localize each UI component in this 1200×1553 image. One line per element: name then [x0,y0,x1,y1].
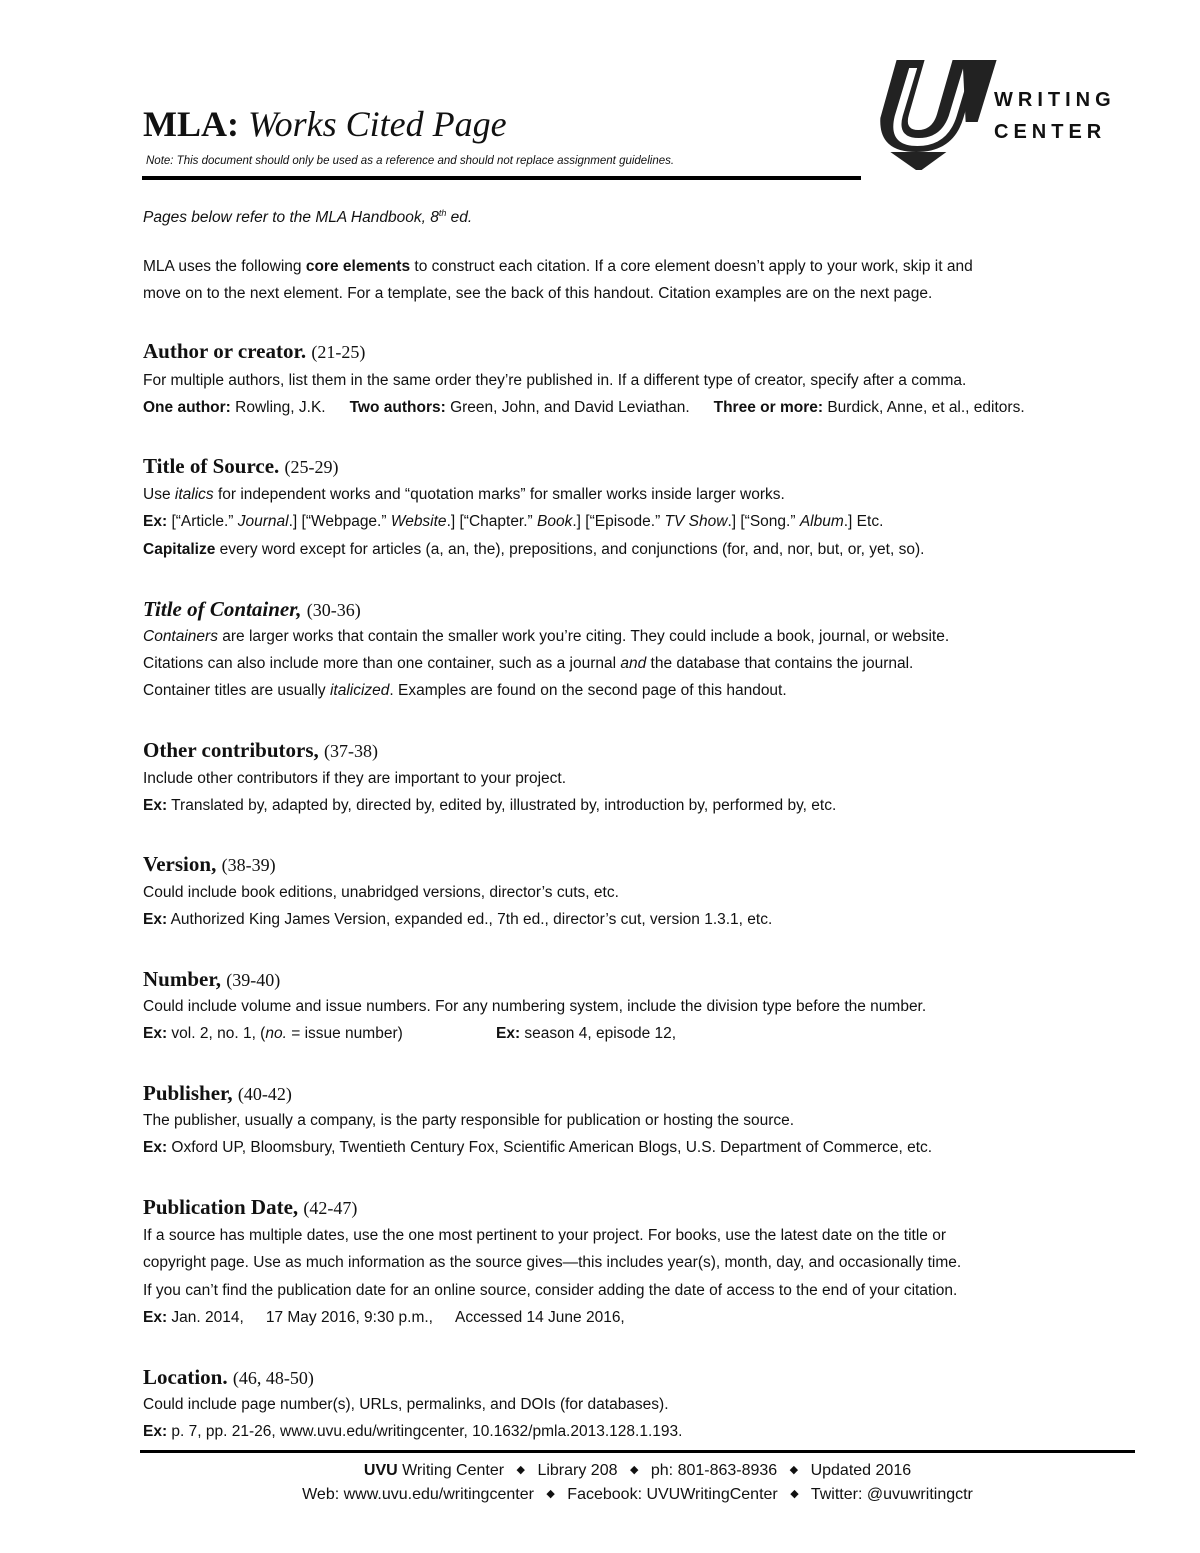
title-source-description: Use italics for independent works and “quotation marks” for smaller works inside larger works. [143,486,785,503]
location-examples: Ex: p. 7, pp. 21-26, www.uvu.edu/writingcenter, 10.1632/pmla.2013.128.1.193. [143,1423,683,1440]
footer-updated: Updated 2016 [810,1462,912,1479]
author-description: For multiple authors, list them in the same order they’re published in. If a different type of creator, specify after a comma. [143,372,967,389]
section-heading-number: Number, (39-40) [143,967,281,991]
footer-org-abbr: UVU [363,1462,398,1479]
footer-web-link[interactable]: Web: www.uvu.edu/writingcenter [302,1486,534,1503]
number-description: Could include volume and issue numbers. For any numbering system, include the division type before the number. [143,998,927,1015]
section-heading-title-of-container: Title of Container, (30-36) [143,597,361,621]
section-heading-publisher: Publisher, (40-42) [143,1081,292,1105]
title-source-examples: Ex: [“Article.” Journal.] [“Webpage.” Website.] [“Chapter.” Book.] [“Episode.” TV Show.] [“Song.” Album.] Etc. [143,513,884,530]
diamond-separator-icon: ◆ [546,1488,555,1500]
footer-contact-line [140,1460,1135,1481]
section-heading-author: Author or creator. (21-25) [143,339,366,363]
publisher-description: The publisher, usually a company, is the party responsible for publication or hosting the source. [143,1112,795,1129]
footer-facebook[interactable]: Facebook: UVUWritingCenter [567,1486,778,1503]
diamond-separator-icon: ◆ [790,1488,799,1500]
page-title [143,102,507,146]
publisher-examples: Ex: Oxford UP, Bloomsbury, Twentieth Century Fox, Scientific American Blogs, U.S. Department of Commerce, etc. [143,1139,933,1156]
section-heading-title-of-source: Title of Source. (25-29) [143,454,339,478]
pubdate-description-line: copyright page. Use as much information as the source gives—this includes year(s), month, day, and occasionally time. [143,1254,962,1271]
version-description: Could include book editions, unabridged versions, director’s cuts, etc. [143,884,619,901]
section-heading-location: Location. (46, 48-50) [143,1365,314,1389]
footer-library: Library 208 [537,1462,618,1479]
footer-web-line [140,1484,1135,1505]
pubdate-examples: Ex: Jan. 2014, 17 May 2016, 9:30 p.m., Accessed 14 June 2016, [143,1309,625,1326]
footer-twitter[interactable]: Twitter: @uvuwritingctr [810,1486,973,1503]
version-examples: Ex: Authorized King James Version, expanded ed., 7th ed., director’s cut, version 1.3.1, etc. [143,911,773,928]
container-description-line: Containers are larger works that contain the smaller work you’re citing. They could include a book, journal, or website. [143,628,950,645]
title-divider [142,176,861,180]
capitalization-rule: Capitalize every word except for articles (a, an, the), prepositions, and conjunctions (for, and, nor, but, or, yet, so). [143,541,925,558]
location-description: Could include page number(s), URLs, permalinks, and DOIs (for databases). [143,1396,669,1413]
number-examples-2: Ex: season 4, episode 12, [496,1025,677,1042]
writing-center-logo [876,48,1130,170]
diamond-separator-icon: ◆ [629,1464,639,1476]
intro-paragraph-line: move on to the next element. For a template, see the back of this handout. Citation examples are on the next page. [143,285,933,302]
section-heading-publication-date: Publication Date, (42-47) [143,1195,358,1219]
section-heading-other-contributors: Other contributors, (37-38) [143,738,378,762]
title-prefix: MLA: [143,104,239,144]
container-description-line: Citations can also include more than one container, such as a journal and the database that contains the journal. [143,655,914,672]
container-description-line: Container titles are usually italicized. Examples are found on the second page of this handout. [143,682,787,699]
diamond-separator-icon: ◆ [516,1464,525,1476]
pubdate-description-line: If you can’t find the publication date for an online source, consider adding the date of access to the end of your citation. [143,1282,958,1299]
number-examples: Ex: vol. 2, no. 1, (no. = issue number) [143,1025,403,1042]
section-heading-version: Version, (38-39) [143,852,276,876]
logo-text-center: CENTER [994,121,1107,143]
logo-text-writing: WRITING [994,89,1116,111]
contributors-examples: Ex: Translated by, adapted by, directed by, edited by, illustrated by, introduction by, performed by, etc. [143,797,837,814]
handbook-reference: Pages below refer to the MLA Handbook, 8th ed. [143,208,473,227]
author-examples: One author: Rowling, J.K. Two authors: Green, John, and David Leviathan. Three or more: Burdick, Anne, et al., editors. [143,399,1025,416]
footer-divider [140,1450,1135,1453]
usage-note: Note: This document should only be used as a reference and should not replace assignment guidelines. [146,155,675,167]
intro-paragraph-line: MLA uses the following core elements to construct each citation. If a core element doesn’t apply to your work, skip it and [143,258,973,275]
diamond-separator-icon: ◆ [789,1464,799,1476]
title-main: Works Cited Page [247,104,507,144]
pubdate-description-line: If a source has multiple dates, use the one most pertinent to your project. For books, use the latest date on the title or [143,1227,947,1244]
footer-org-name: Writing Center [397,1462,505,1479]
contributors-description: Include other contributors if they are important to your project. [143,770,567,787]
footer-phone: ph: 801-863-8936 [650,1462,778,1479]
uvu-logo-icon [876,48,1130,170]
